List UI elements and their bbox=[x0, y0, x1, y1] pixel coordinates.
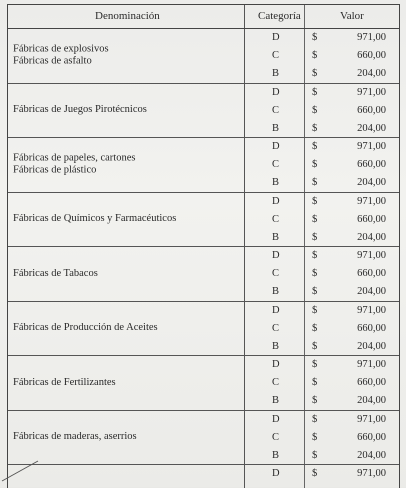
denominacion-text: Fábricas de maderas, aserrios bbox=[13, 431, 137, 442]
valor-cell: 971,00 bbox=[357, 195, 386, 207]
currency-symbol: $ bbox=[312, 177, 318, 188]
denominacion-text: Fábricas de Juegos Pirotécnicos bbox=[13, 104, 147, 115]
table-group bbox=[8, 84, 399, 139]
currency-symbol: $ bbox=[312, 122, 318, 134]
table-row bbox=[8, 175, 399, 193]
valor-cell: 971,00 bbox=[357, 250, 386, 261]
valor-cell: 971,00 bbox=[357, 359, 386, 370]
denominacion-text: Fábricas de explosivos bbox=[13, 43, 109, 55]
column-divider bbox=[244, 5, 245, 28]
valor-cell: 660,00 bbox=[357, 159, 386, 170]
table-group bbox=[8, 356, 399, 411]
categoria-cell: B bbox=[272, 122, 280, 134]
valor-cell: 204,00 bbox=[357, 395, 386, 406]
valor-cell: 204,00 bbox=[357, 122, 386, 134]
categoria-cell: C bbox=[272, 159, 280, 170]
table-row bbox=[8, 194, 399, 212]
currency-symbol: $ bbox=[312, 286, 318, 297]
table-row bbox=[8, 375, 399, 393]
categoria-cell: D bbox=[272, 413, 280, 425]
valor-cell: 660,00 bbox=[357, 322, 386, 334]
denominacion-text: Fábricas de Fertilizantes bbox=[13, 376, 116, 388]
table-row bbox=[8, 357, 399, 375]
valor-cell: 204,00 bbox=[357, 231, 386, 243]
table-row bbox=[8, 303, 399, 321]
table-group bbox=[8, 138, 399, 193]
valor-cell: 204,00 bbox=[357, 340, 386, 352]
categoria-cell: D bbox=[272, 86, 280, 98]
currency-symbol: $ bbox=[312, 377, 318, 388]
categoria-cell: D bbox=[272, 359, 280, 370]
valor-cell: 971,00 bbox=[357, 32, 386, 43]
table-header bbox=[8, 4, 399, 29]
currency-symbol: $ bbox=[312, 195, 318, 207]
valor-cell: 660,00 bbox=[357, 377, 386, 388]
header-denominacion: Denominación bbox=[95, 10, 160, 22]
categoria-cell: B bbox=[272, 231, 280, 243]
table-row bbox=[8, 393, 399, 411]
valor-cell: 660,00 bbox=[357, 431, 386, 443]
categoria-cell: D bbox=[272, 304, 280, 316]
valor-cell: 204,00 bbox=[357, 68, 386, 79]
denominacion-text: Fábricas de Producción de Aceites bbox=[13, 322, 158, 333]
categoria-cell: B bbox=[272, 395, 280, 406]
categoria-cell: D bbox=[272, 195, 280, 207]
valor-cell: 660,00 bbox=[357, 268, 386, 279]
table-row bbox=[8, 121, 399, 139]
currency-symbol: $ bbox=[312, 395, 318, 406]
denominacion-text: Fábricas de asfalto bbox=[13, 55, 92, 67]
table-row bbox=[8, 157, 399, 175]
currency-symbol: $ bbox=[312, 68, 318, 79]
denominacion-text: Fábricas de Tabacos bbox=[13, 267, 98, 279]
categoria-cell: D bbox=[272, 468, 280, 479]
table-group bbox=[8, 193, 399, 248]
categoria-cell: D bbox=[272, 32, 280, 43]
valor-cell: 971,00 bbox=[357, 304, 386, 316]
currency-symbol: $ bbox=[312, 213, 318, 225]
column-divider bbox=[304, 5, 305, 28]
table-row bbox=[8, 448, 399, 466]
table-row bbox=[8, 30, 399, 48]
currency-symbol: $ bbox=[312, 468, 318, 479]
table-row bbox=[8, 266, 399, 284]
table-row bbox=[8, 66, 399, 84]
fee-table bbox=[7, 4, 400, 488]
table-row bbox=[8, 321, 399, 339]
currency-symbol: $ bbox=[312, 104, 318, 116]
table-row bbox=[8, 284, 399, 302]
categoria-cell: C bbox=[272, 322, 280, 334]
categoria-cell: D bbox=[272, 250, 280, 261]
table-group bbox=[8, 302, 399, 357]
currency-symbol: $ bbox=[312, 50, 318, 61]
currency-symbol: $ bbox=[312, 86, 318, 98]
currency-symbol: $ bbox=[312, 359, 318, 370]
table-row bbox=[8, 85, 399, 103]
header-valor: Valor bbox=[340, 10, 364, 22]
currency-symbol: $ bbox=[312, 304, 318, 316]
header-categoria: Categoría bbox=[258, 10, 301, 22]
currency-symbol: $ bbox=[312, 231, 318, 243]
table-row bbox=[8, 212, 399, 230]
table-row bbox=[8, 339, 399, 357]
table-row bbox=[8, 430, 399, 448]
valor-cell: 204,00 bbox=[357, 449, 386, 461]
categoria-cell: C bbox=[272, 213, 280, 225]
table-group bbox=[8, 411, 399, 466]
table-group bbox=[8, 465, 399, 488]
valor-cell: 660,00 bbox=[357, 213, 386, 225]
categoria-cell: C bbox=[272, 104, 280, 116]
currency-symbol: $ bbox=[312, 268, 318, 279]
table-row bbox=[8, 466, 399, 484]
table-group bbox=[8, 29, 399, 84]
denominacion-text: Fábricas de papeles, cartones bbox=[13, 152, 136, 164]
table-row bbox=[8, 48, 399, 66]
table-row bbox=[8, 412, 399, 430]
currency-symbol: $ bbox=[312, 431, 318, 443]
table-row bbox=[8, 230, 399, 248]
currency-symbol: $ bbox=[312, 322, 318, 334]
denominacion-text: Fábricas de plástico bbox=[13, 164, 97, 176]
valor-cell: 971,00 bbox=[357, 413, 386, 425]
valor-cell: 204,00 bbox=[357, 286, 386, 297]
table-row bbox=[8, 103, 399, 121]
table-row bbox=[8, 248, 399, 266]
valor-cell: 971,00 bbox=[357, 141, 386, 152]
valor-cell: 971,00 bbox=[357, 86, 386, 98]
categoria-cell: B bbox=[272, 177, 280, 188]
pen-stroke-mark bbox=[0, 458, 40, 483]
valor-cell: 660,00 bbox=[357, 104, 386, 116]
categoria-cell: B bbox=[272, 286, 280, 297]
categoria-cell: C bbox=[272, 431, 280, 443]
categoria-cell: C bbox=[272, 50, 280, 61]
valor-cell: 660,00 bbox=[357, 50, 386, 61]
table-group bbox=[8, 247, 399, 302]
currency-symbol: $ bbox=[312, 340, 318, 352]
currency-symbol: $ bbox=[312, 449, 318, 461]
denominacion-text: Fábricas de Químicos y Farmacéuticos bbox=[13, 213, 177, 224]
categoria-cell: D bbox=[272, 141, 280, 152]
valor-cell: 204,00 bbox=[357, 177, 386, 188]
categoria-cell: C bbox=[272, 268, 280, 279]
categoria-cell: B bbox=[272, 449, 280, 461]
currency-symbol: $ bbox=[312, 159, 318, 170]
currency-symbol: $ bbox=[312, 413, 318, 425]
currency-symbol: $ bbox=[312, 141, 318, 152]
categoria-cell: C bbox=[272, 377, 280, 388]
currency-symbol: $ bbox=[312, 32, 318, 43]
categoria-cell: B bbox=[272, 340, 280, 352]
table-body bbox=[8, 29, 399, 488]
currency-symbol: $ bbox=[312, 250, 318, 261]
categoria-cell: B bbox=[272, 68, 280, 79]
valor-cell: 971,00 bbox=[357, 468, 386, 479]
table-row bbox=[8, 139, 399, 157]
